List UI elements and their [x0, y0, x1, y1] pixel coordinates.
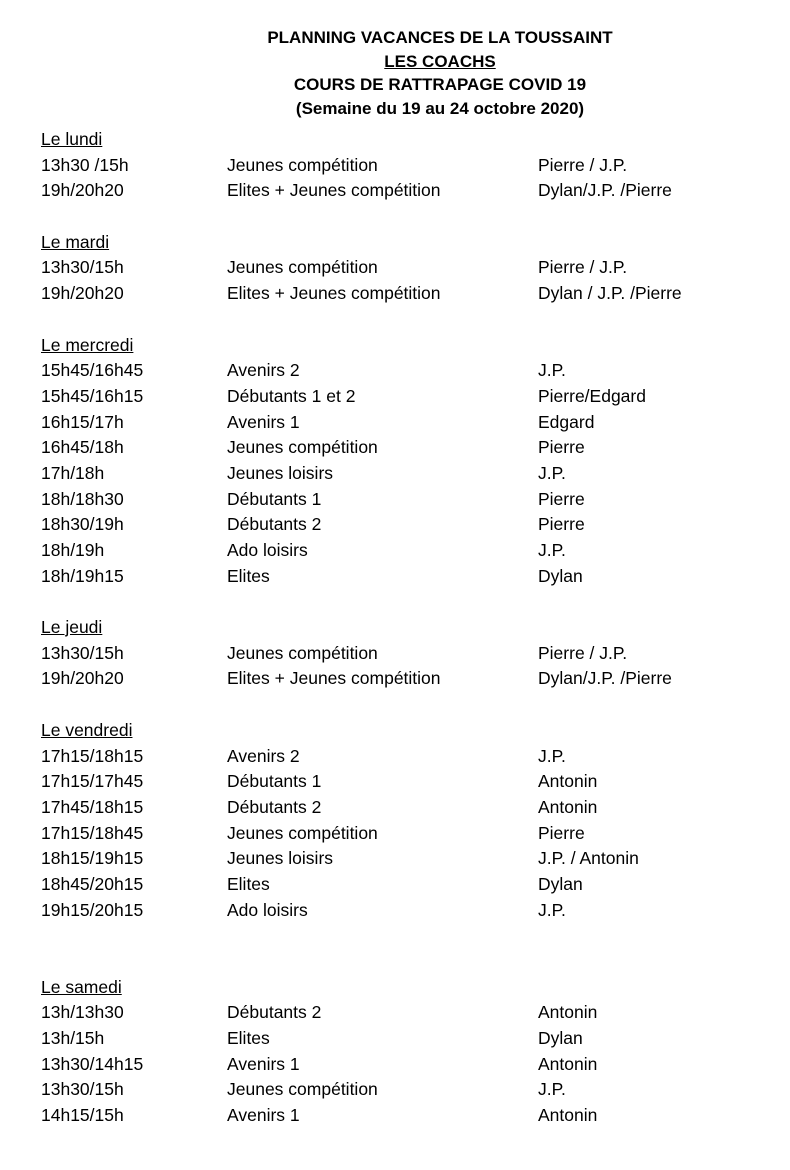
group-name: Avenirs 2: [227, 745, 300, 766]
group-name: Débutants 2: [227, 796, 322, 817]
coach-name: J.P.: [538, 1079, 566, 1100]
time-slot: 16h15/17h: [41, 411, 124, 432]
time-slot: 17h45/18h15: [41, 796, 144, 817]
group-name: Jeunes compétition: [227, 642, 378, 663]
time-slot: 18h/19h: [41, 540, 105, 560]
schedule-row: [41, 1000, 781, 1026]
spacer: [41, 307, 781, 333]
time-slot: 13h/15h: [41, 1028, 105, 1049]
day-title-lundi: Le lundi: [41, 129, 103, 149]
time-slot: 18h30/19h: [41, 514, 124, 535]
time-slot: 13h30/15h: [41, 257, 124, 278]
group-name: Elites + Jeunes compétition: [227, 180, 441, 201]
time-slot: 13h30/15h: [41, 642, 124, 663]
schedule-row: [41, 821, 781, 847]
schedule-row: [41, 564, 781, 590]
schedule-row: [41, 872, 781, 898]
coach-name: Pierre / J.P.: [538, 154, 628, 175]
spacer: [41, 923, 781, 974]
coach-name: Dylan: [538, 565, 583, 586]
schedule-row: [41, 795, 781, 821]
group-name: Elites: [227, 565, 270, 586]
spacer: [41, 204, 781, 230]
spacer: [41, 589, 781, 615]
coach-name: Antonin: [538, 1105, 598, 1126]
time-slot: 15h45/16h15: [41, 385, 144, 406]
group-name: Avenirs 1: [227, 1105, 300, 1126]
day-title-vendredi: Le vendredi: [41, 719, 133, 740]
coach-name: Pierre / J.P.: [538, 642, 628, 663]
course-title: COURS DE RATTRAPAGE COVID 19: [293, 75, 587, 94]
schedule-row: [41, 641, 781, 667]
schedule-row: [41, 410, 781, 436]
coach-name: Dylan: [538, 873, 583, 894]
coach-name: J.P.: [538, 899, 566, 920]
document-subtitle: LES COACHS: [384, 51, 496, 71]
group-name: Elites + Jeunes compétition: [227, 668, 441, 689]
group-name: Elites: [227, 1028, 270, 1049]
schedule-row: [41, 358, 781, 384]
coach-name: Pierre / J.P.: [538, 257, 628, 278]
group-name: Ado loisirs: [227, 540, 308, 560]
time-slot: 18h/19h15: [41, 565, 124, 586]
coach-name: J.P. / Antonin: [538, 848, 639, 869]
schedule-row: [41, 744, 781, 770]
schedule-row: [41, 281, 781, 307]
group-name: Jeunes compétition: [227, 257, 378, 278]
coach-name: J.P.: [538, 462, 566, 483]
coach-name: Dylan / J.P. /Pierre: [538, 283, 682, 304]
group-name: Jeunes compétition: [227, 154, 378, 175]
week-range: (Semaine du 19 au 24 octobre 2020): [295, 98, 585, 118]
group-name: Jeunes compétition: [227, 1079, 378, 1100]
time-slot: 18h45/20h15: [41, 873, 144, 894]
coach-name: Dylan/J.P. /Pierre: [538, 668, 672, 689]
time-slot: 18h/18h30: [41, 488, 124, 509]
coach-name: Pierre: [538, 514, 585, 535]
coach-name: Dylan: [538, 1028, 583, 1049]
group-name: Jeunes loisirs: [227, 848, 334, 869]
schedule-row: [41, 384, 781, 410]
schedule-row: [41, 666, 781, 692]
coach-name: Antonin: [538, 796, 598, 817]
day-title-jeudi: Le jeudi: [41, 617, 103, 638]
schedule-row: [41, 538, 781, 564]
spacer: [41, 692, 781, 718]
time-slot: 19h/20h20: [41, 180, 124, 201]
coach-name: Pierre: [538, 822, 585, 843]
group-name: Jeunes loisirs: [227, 462, 334, 483]
group-name: Avenirs 1: [227, 1053, 300, 1074]
coach-name: Pierre: [538, 488, 585, 509]
schedule-row: [41, 255, 781, 281]
document-header: [0, 26, 790, 120]
time-slot: 17h15/18h45: [41, 822, 144, 843]
schedule-row: [41, 1103, 781, 1129]
schedule-row: [41, 512, 781, 538]
coach-name: Antonin: [538, 771, 598, 792]
group-name: Avenirs 1: [227, 411, 300, 432]
schedule-row: [41, 1052, 781, 1078]
schedule: [41, 127, 781, 1129]
time-slot: 15h45/16h45: [41, 360, 144, 381]
coach-name: Pierre: [538, 437, 585, 458]
schedule-row: [41, 461, 781, 487]
schedule-row: [41, 178, 781, 204]
time-slot: 14h15/15h: [41, 1105, 124, 1126]
time-slot: 19h/20h20: [41, 283, 124, 304]
coach-name: J.P.: [538, 360, 566, 381]
group-name: Débutants 2: [227, 1002, 322, 1023]
group-name: Débutants 1: [227, 771, 322, 792]
schedule-row: [41, 1077, 781, 1103]
document-title: PLANNING VACANCES DE LA TOUSSAINT: [267, 28, 613, 47]
group-name: Débutants 1: [227, 488, 322, 509]
time-slot: 19h/20h20: [41, 668, 124, 689]
schedule-row: [41, 769, 781, 795]
schedule-row: [41, 487, 781, 513]
time-slot: 13h30/15h: [41, 1079, 124, 1100]
time-slot: 13h30 /15h: [41, 154, 129, 175]
time-slot: 17h15/18h15: [41, 745, 144, 766]
time-slot: 13h30/14h15: [41, 1053, 144, 1074]
group-name: Elites: [227, 873, 270, 894]
coach-name: Antonin: [538, 1053, 598, 1074]
schedule-row: [41, 435, 781, 461]
time-slot: 19h15/20h15: [41, 899, 144, 920]
day-title-samedi: Le samedi: [41, 976, 122, 997]
group-name: Elites + Jeunes compétition: [227, 283, 441, 304]
group-name: Débutants 1 et 2: [227, 385, 356, 406]
schedule-row: [41, 846, 781, 872]
schedule-row: [41, 1026, 781, 1052]
time-slot: 13h/13h30: [41, 1002, 124, 1023]
coach-name: J.P.: [538, 540, 566, 560]
time-slot: 17h15/17h45: [41, 771, 144, 792]
time-slot: 18h15/19h15: [41, 848, 144, 869]
schedule-row: [41, 898, 781, 924]
day-title-mardi: Le mardi: [41, 231, 110, 252]
coach-name: Pierre/Edgard: [538, 385, 646, 406]
coach-name: Edgard: [538, 411, 595, 432]
group-name: Ado loisirs: [227, 899, 308, 920]
time-slot: 17h/18h: [41, 462, 105, 483]
group-name: Jeunes compétition: [227, 437, 378, 458]
time-slot: 16h45/18h: [41, 437, 124, 458]
group-name: Jeunes compétition: [227, 822, 378, 843]
group-name: Avenirs 2: [227, 360, 300, 381]
group-name: Débutants 2: [227, 514, 322, 535]
day-title-mercredi: Le mercredi: [41, 334, 134, 355]
schedule-row: [41, 153, 781, 179]
coach-name: J.P.: [538, 745, 566, 766]
coach-name: Dylan/J.P. /Pierre: [538, 180, 672, 201]
coach-name: Antonin: [538, 1002, 598, 1023]
